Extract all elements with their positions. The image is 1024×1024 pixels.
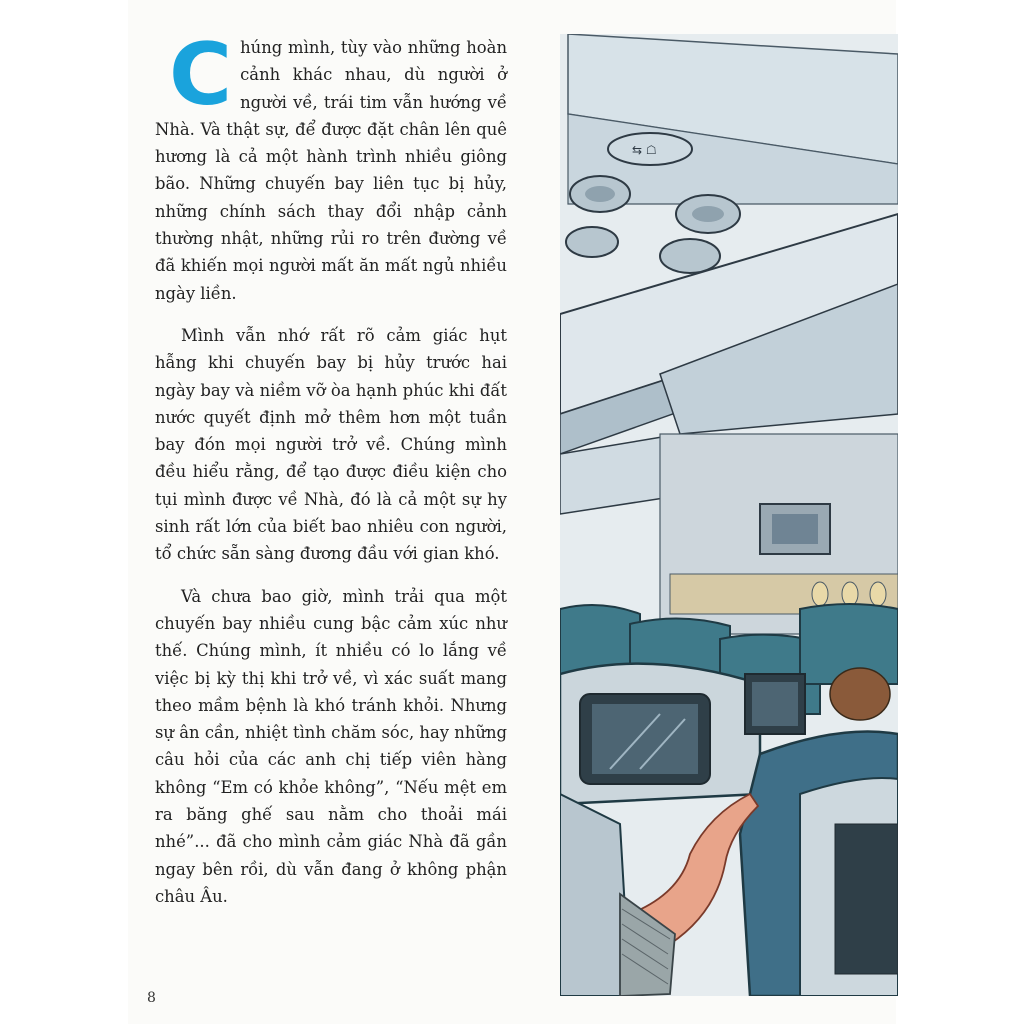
airplane-cabin-illustration [560,34,898,996]
paragraph-1 [155,25,507,307]
page-number: 8 [147,990,156,1006]
paragraph-2: Mình vẫn nhớ rất rõ cảm giác hụt hẫng khi chuyến bay bị hủy trước hai ngày bay và niềm vỡ òa hạnh phúc khi đất nước quyết định mở thêm hơn một tuần bay đón mọi người trở về. Chúng mình đều hiểu rằng, để tạo được điều kiện cho tụi mình được về Nhà, đó là cả một sự hy sinh rất lớn của biết bao nhiêu con người, tổ chức sẵn sàng đương đầu với gian khó. [155,325,507,564]
drop-cap: C [169,25,233,125]
article-body [155,25,507,925]
paragraph-1-text: húng mình, tùy vào những hoàn cảnh khác nhau, dù người ở người về, trái tim vẫn hướng về Nhà. Và thật sự, để được đặt chân lên quê hương là cả một hành trình nhiều giông bão. Những chuyến bay liên tục bị hủy, những chính sách thay đổi nhập cảnh thường nhật, những rủi ro trên đường về đã khiến mọi người mất ăn mất ngủ nhiều ngày liền. [155,38,507,303]
svg-text:⇆ ☖: ⇆ ☖ [632,143,657,157]
paragraph-3: Và chưa bao giờ, mình trải qua một chuyến bay nhiều cung bậc cảm xúc như thế. Chúng mình, ít nhiều có lo lắng về việc bị kỳ thị khi trở về, vì xác suất mang theo mầm bệnh là khó tránh khỏi. Nhưng sự ân cần, nhiệt tình chăm sóc, hay những câu hỏi của các anh chị tiếp viên hàng không “Em có khỏe không”, “Nếu mệt em ra băng ghế sau nằm cho thoải mái nhé”... đã cho mình cảm giác Nhà đã gần ngay bên rồi, dù vẫn đang ở không phận châu Âu. [155,586,507,906]
